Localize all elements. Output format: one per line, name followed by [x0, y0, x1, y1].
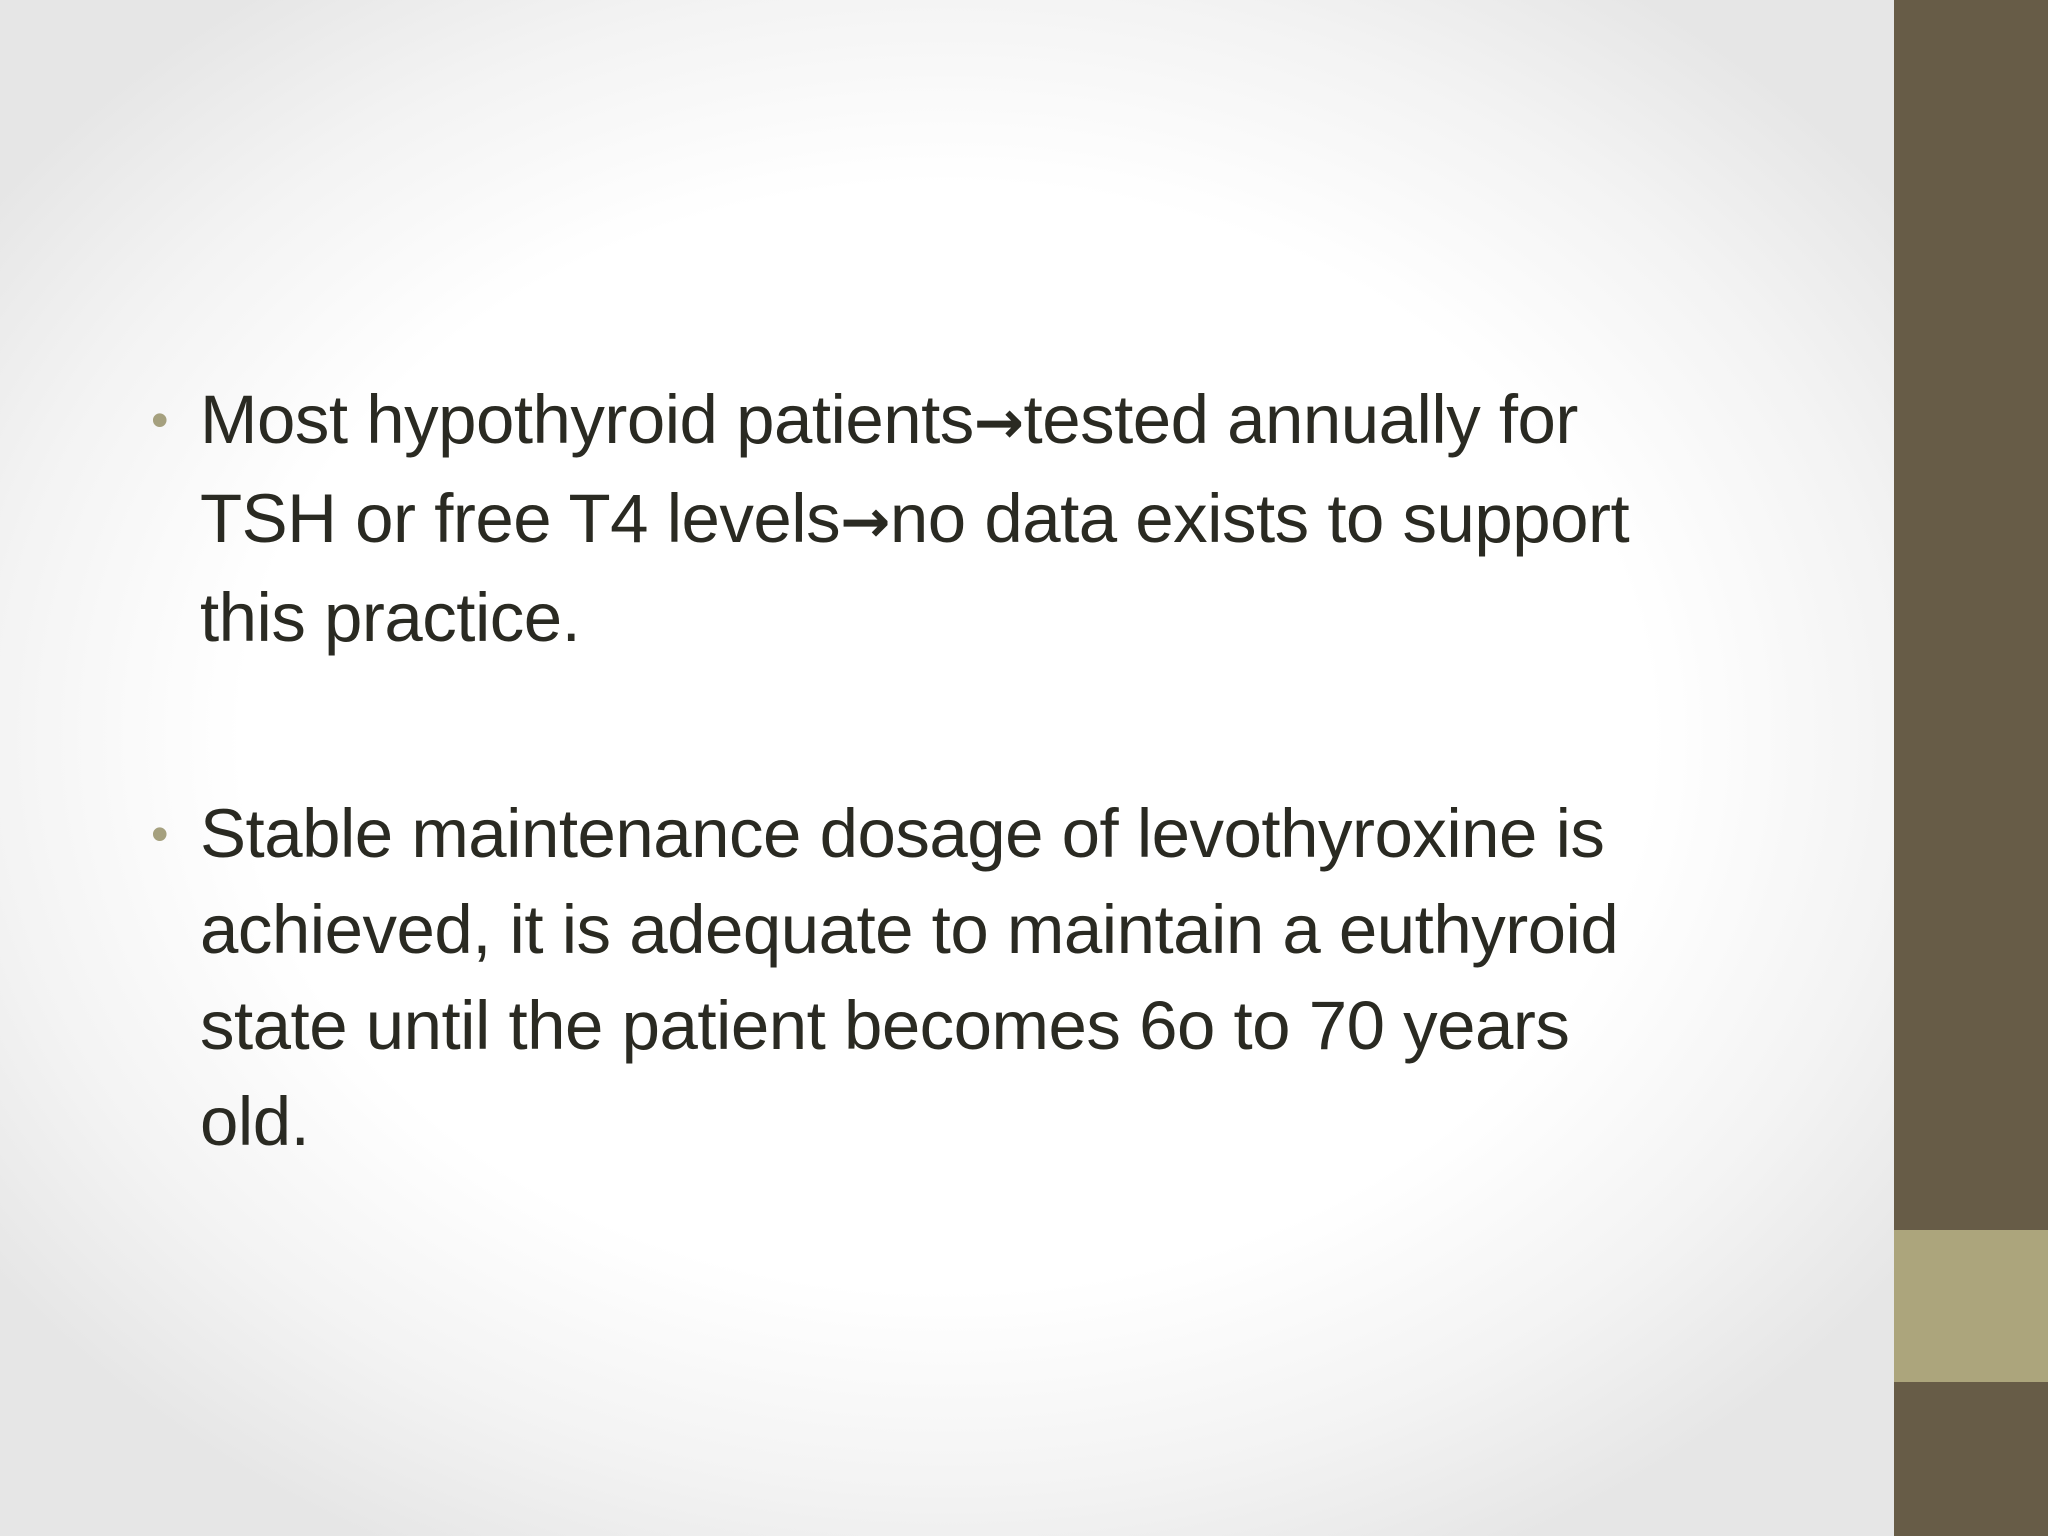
right-arrow-icon: → [840, 487, 890, 557]
text-segment: Stable maintenance dosage of levothyroxine is [200, 795, 1605, 872]
bullet-marker: • [151, 392, 169, 448]
bullet-1-line-3 [200, 570, 1765, 666]
sidebar-accent-bar [1894, 1230, 2048, 1382]
bullet-2-line-1 [200, 786, 1765, 882]
bullet-item-1 [145, 372, 1765, 666]
text-segment: no data exists to support [889, 480, 1630, 557]
bullet-item-2 [145, 786, 1765, 1170]
text-segment: this practice. [200, 579, 581, 656]
text-segment: achieved, it is adequate to maintain a euthyroid [200, 891, 1619, 968]
text-segment: old. [200, 1083, 310, 1160]
bullet-1-line-2 [200, 471, 1765, 570]
bullet-marker: • [151, 806, 169, 862]
bullet-2-line-4 [200, 1074, 1765, 1170]
bullet-1-line-1 [200, 372, 1765, 471]
bullet-2-line-2 [200, 882, 1765, 978]
text-segment: Most hypothyroid patients [200, 381, 974, 458]
text-segment: tested annually for [1023, 381, 1578, 458]
bullet-2-line-3 [200, 978, 1765, 1074]
text-segment: state until the patient becomes 6o to 70 years [200, 987, 1570, 1064]
text-segment: TSH or free T4 levels [200, 480, 841, 557]
slide-content [145, 372, 1765, 1170]
right-arrow-icon: → [973, 388, 1024, 458]
